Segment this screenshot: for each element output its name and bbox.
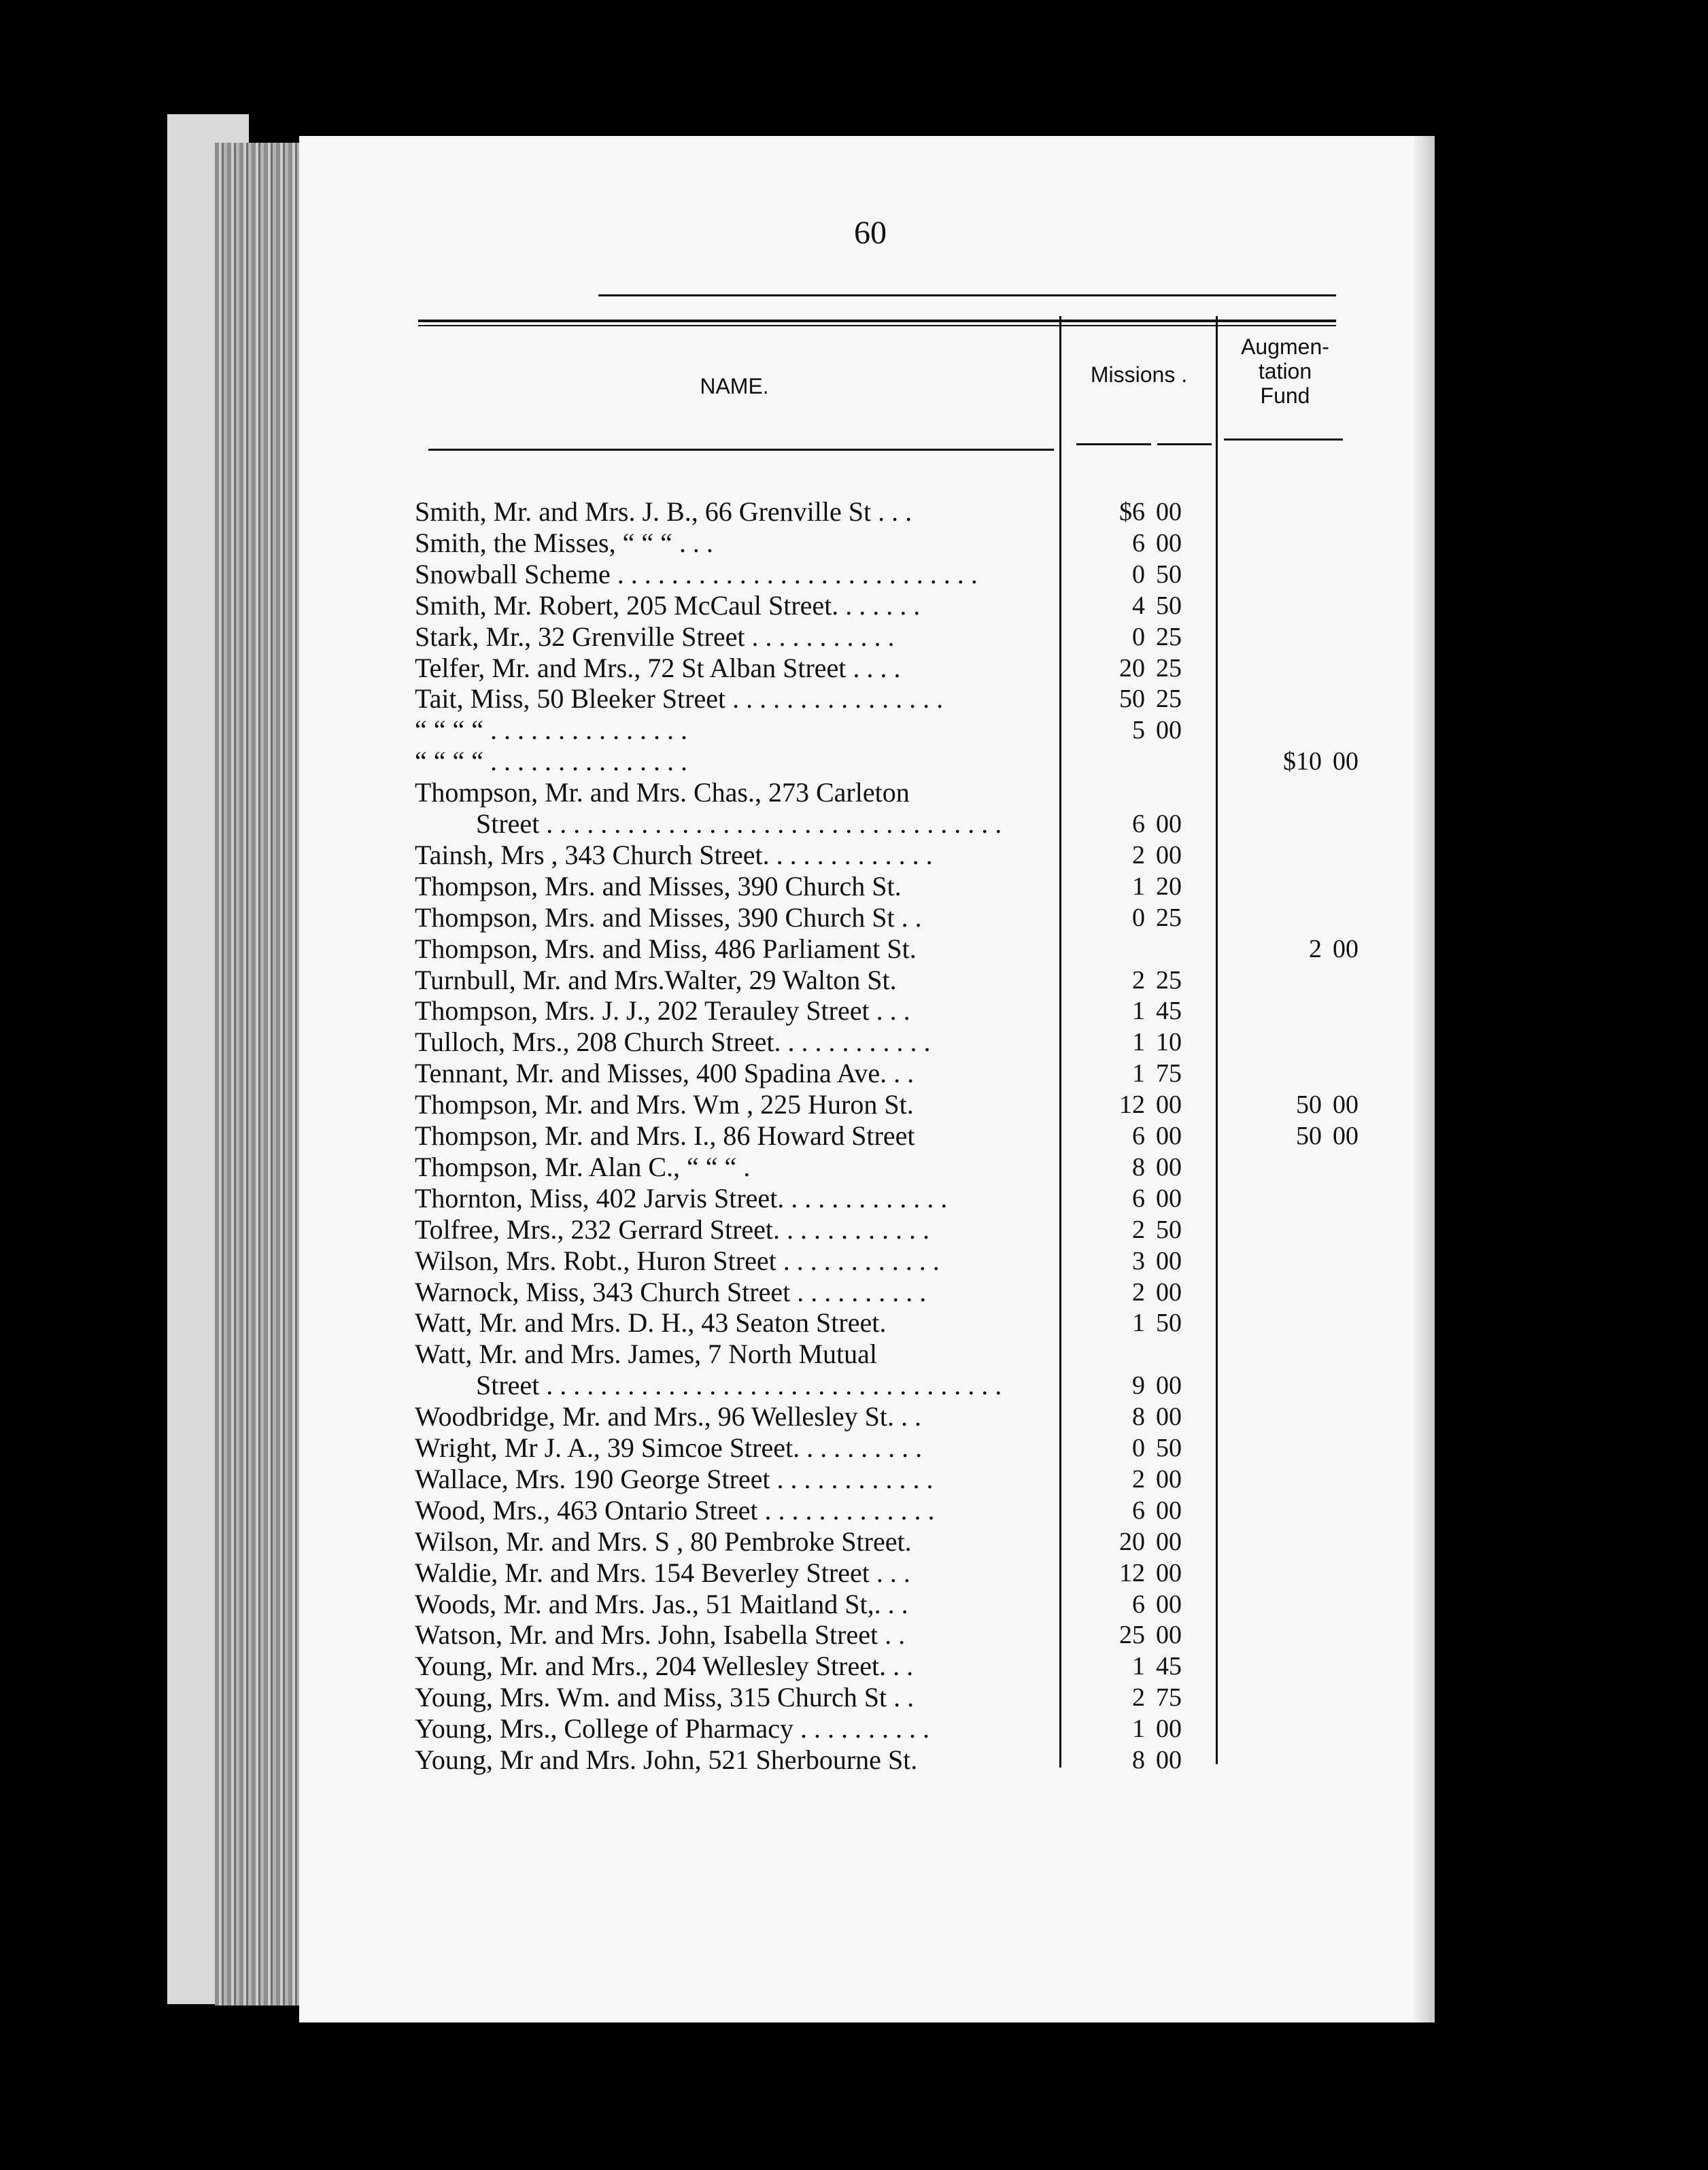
missions-amount-cents: 00 — [1156, 1090, 1182, 1119]
missions-amount — [1095, 1120, 1197, 1152]
missions-amount-cents: 50 — [1156, 591, 1182, 620]
missions-amount — [1095, 995, 1197, 1027]
entry-name: Watt, Mr. and Mrs. D. H., 43 Seaton Street. — [415, 1307, 887, 1338]
missions-amount-dollars: 5 — [1132, 716, 1145, 744]
missions-amount-cents: 50 — [1156, 1309, 1182, 1337]
missions-amount — [1095, 871, 1197, 902]
missions-amount-dollars: 1 — [1132, 1028, 1145, 1056]
missions-amount-dollars: 4 — [1132, 591, 1145, 620]
missions-amount-dollars: 12 — [1119, 1559, 1145, 1587]
missions-amount-dollars: 0 — [1132, 1434, 1145, 1462]
missions-amount-dollars: 2 — [1132, 1465, 1145, 1494]
missions-amount-cents: 00 — [1156, 1746, 1182, 1774]
entry-name: Thompson, Mr. Alan C., “ “ “ . — [415, 1152, 751, 1182]
page-stack-edge — [215, 143, 310, 2005]
missions-amount — [1095, 1277, 1197, 1308]
missions-amount-dollars: 0 — [1132, 623, 1145, 651]
missions-amount-cents: 00 — [1156, 498, 1182, 526]
missions-amount — [1095, 902, 1197, 933]
missions-amount-cents: 25 — [1156, 623, 1182, 651]
page-gutter-shade — [1414, 136, 1435, 2022]
missions-amount-cents: 00 — [1156, 1590, 1182, 1619]
missions-amount-dollars: 8 — [1132, 1153, 1145, 1182]
missions-amount-cents: 50 — [1156, 1216, 1182, 1244]
entry-name: Stark, Mr., 32 Grenville Street . . . . . . . . . . . — [415, 621, 895, 652]
missions-amount-dollars: 2 — [1132, 966, 1145, 995]
augmentation-amount-dollars: 50 — [1296, 1090, 1322, 1119]
augmentation-amount-cents: 00 — [1333, 1122, 1359, 1150]
missions-amount — [1095, 559, 1197, 590]
missions-amount-dollars: 1 — [1132, 997, 1145, 1025]
missions-amount — [1095, 590, 1197, 621]
entry-name: Smith, Mr. and Mrs. J. B., 66 Grenville St . . . — [415, 496, 912, 527]
missions-amount-dollars: 1 — [1132, 1309, 1145, 1337]
missions-amount-cents: 00 — [1156, 1247, 1182, 1275]
missions-amount-cents: 45 — [1156, 997, 1182, 1025]
missions-amount-dollars: 20 — [1119, 1528, 1145, 1556]
missions-amount-dollars: 1 — [1132, 1652, 1145, 1681]
entry-name: Thompson, Mr. and Mrs. I., 86 Howard Street — [415, 1120, 915, 1151]
header-augmentation-3: Fund — [1260, 383, 1310, 408]
missions-amount-dollars: 0 — [1132, 903, 1145, 932]
missions-amount-cents: 00 — [1156, 529, 1182, 557]
entry-name: Snowball Scheme . . . . . . . . . . . . . . . . . . . . . . . . . . . — [415, 559, 978, 589]
missions-amount-cents: 00 — [1156, 716, 1182, 744]
entry-name: Tainsh, Mrs , 343 Church Street. . . . . . . . . . . . . — [415, 840, 933, 870]
missions-amount — [1095, 1058, 1197, 1089]
missions-amount — [1095, 528, 1197, 559]
missions-amount-cents: 20 — [1156, 872, 1182, 901]
missions-amount-dollars: 2 — [1132, 1278, 1145, 1307]
missions-amount-cents: 10 — [1156, 1028, 1182, 1056]
entry-name: Watson, Mr. and Mrs. John, Isabella Street . . — [415, 1619, 906, 1650]
missions-amount — [1095, 1651, 1197, 1682]
entry-name: Turnbull, Mr. and Mrs.Walter, 29 Walton St. — [415, 965, 897, 995]
entry-name: Woods, Mr. and Mrs. Jas., 51 Maitland St,. . . — [415, 1589, 908, 1619]
augmentation-amount — [1217, 1120, 1373, 1152]
header-rule-name — [428, 449, 1054, 451]
entry-name: Street . . . . . . . . . . . . . . . . . . . . . . . . . . . . . . . . . . — [476, 1370, 1002, 1400]
missions-amount-dollars: 8 — [1132, 1746, 1145, 1774]
missions-amount — [1095, 653, 1197, 684]
header-rule-missions-a — [1076, 443, 1151, 445]
missions-amount-cents: 00 — [1156, 810, 1182, 838]
missions-amount-cents: 25 — [1156, 903, 1182, 932]
entry-name: Smith, the Misses, “ “ “ . . . — [415, 528, 713, 558]
augmentation-amount-dollars: $10 — [1283, 747, 1322, 776]
missions-amount — [1095, 808, 1197, 840]
entry-name: Smith, Mr. Robert, 205 McCaul Street. . . . . . . — [415, 590, 921, 621]
entry-name: Street . . . . . . . . . . . . . . . . . . . . . . . . . . . . . . . . . . — [476, 808, 1002, 839]
missions-amount-dollars: $6 — [1119, 498, 1145, 526]
missions-amount-dollars: 8 — [1132, 1402, 1145, 1431]
missions-amount — [1095, 714, 1197, 746]
entry-name: Wilson, Mr. and Mrs. S , 80 Pembroke Street. — [415, 1526, 912, 1557]
entry-name: Thompson, Mr. and Mrs. Wm , 225 Huron St. — [415, 1089, 914, 1120]
missions-amount-cents: 00 — [1156, 1122, 1182, 1150]
entry-name: Tennant, Mr. and Misses, 400 Spadina Ave. . . — [415, 1058, 915, 1088]
missions-amount-cents: 00 — [1156, 1496, 1182, 1525]
entry-name: Thompson, Mr. and Mrs. Chas., 273 Carleton — [415, 777, 910, 808]
missions-amount — [1095, 1744, 1197, 1776]
header-augmentation-2: tation — [1258, 359, 1312, 383]
entry-name: Telfer, Mr. and Mrs., 72 St Alban Street . . . . — [415, 653, 901, 683]
missions-amount-dollars: 0 — [1132, 560, 1145, 589]
augmentation-amount — [1217, 1089, 1373, 1120]
entry-name: Warnock, Miss, 343 Church Street . . . . . . . . . . — [415, 1277, 927, 1307]
missions-amount-cents: 00 — [1156, 1621, 1182, 1649]
missions-amount-cents: 25 — [1156, 685, 1182, 713]
header-augmentation-1: Augmen- — [1241, 334, 1329, 359]
entry-name: Thornton, Miss, 402 Jarvis Street. . . . . . . . . . . . . — [415, 1183, 948, 1213]
entry-name: Thompson, Mrs. J. J., 202 Terauley Street . . . — [415, 995, 910, 1026]
entry-name: Watt, Mr. and Mrs. James, 7 North Mutual — [415, 1339, 878, 1369]
missions-amount-dollars: 12 — [1119, 1090, 1145, 1119]
entry-name: Wright, Mr J. A., 39 Simcoe Street. . . . . . . . . . — [415, 1432, 923, 1463]
missions-amount-dollars: 6 — [1132, 529, 1145, 557]
missions-amount-cents: 50 — [1156, 1434, 1182, 1462]
augmentation-amount-dollars: 50 — [1296, 1122, 1322, 1150]
missions-amount — [1095, 1619, 1197, 1651]
missions-amount-cents: 00 — [1156, 1559, 1182, 1587]
missions-amount-cents: 75 — [1156, 1683, 1182, 1712]
missions-amount — [1095, 1152, 1197, 1183]
missions-amount — [1095, 1214, 1197, 1245]
missions-amount-dollars: 1 — [1132, 1059, 1145, 1088]
entry-name: “ “ “ “ . . . . . . . . . . . . . . . — [415, 714, 688, 745]
missions-amount — [1095, 1027, 1197, 1058]
augmentation-amount-dollars: 2 — [1309, 935, 1322, 963]
missions-amount — [1095, 1526, 1197, 1557]
missions-amount-dollars: 25 — [1119, 1621, 1145, 1649]
page-number: 60 — [854, 215, 887, 251]
missions-amount-dollars: 20 — [1119, 654, 1145, 683]
column-rule-missions-augmentation — [1216, 316, 1218, 1764]
augmentation-amount-cents: 00 — [1333, 1090, 1359, 1119]
missions-amount — [1095, 621, 1197, 653]
missions-amount — [1095, 1401, 1197, 1432]
missions-amount — [1095, 1557, 1197, 1589]
top-rule — [598, 294, 1336, 296]
entry-name: Thompson, Mrs. and Misses, 390 Church St . . — [415, 902, 922, 933]
missions-amount — [1095, 1682, 1197, 1713]
missions-amount-dollars: 6 — [1132, 810, 1145, 838]
missions-amount-cents: 00 — [1156, 1153, 1182, 1182]
missions-amount — [1095, 1370, 1197, 1401]
missions-amount-dollars: 1 — [1132, 1715, 1145, 1743]
augmentation-amount — [1217, 746, 1373, 777]
missions-amount-cents: 75 — [1156, 1059, 1182, 1088]
missions-amount-dollars: 6 — [1132, 1184, 1145, 1213]
header-rule-missions-b — [1157, 443, 1212, 445]
missions-amount-dollars: 6 — [1132, 1496, 1145, 1525]
missions-amount-dollars: 50 — [1119, 685, 1145, 713]
missions-amount-cents: 00 — [1156, 1465, 1182, 1494]
augmentation-amount-cents: 00 — [1333, 747, 1359, 776]
missions-amount — [1095, 1589, 1197, 1620]
entry-name: Thompson, Mrs. and Misses, 390 Church St. — [415, 871, 902, 901]
missions-amount-cents: 25 — [1156, 966, 1182, 995]
entry-name: Wallace, Mrs. 190 George Street . . . . . . . . . . . . — [415, 1464, 934, 1494]
missions-amount-dollars: 2 — [1132, 841, 1145, 869]
entry-name: Young, Mrs. Wm. and Miss, 315 Church St . . — [415, 1682, 915, 1712]
missions-amount — [1095, 1495, 1197, 1526]
entry-name: Wood, Mrs., 463 Ontario Street . . . . . . . . . . . . . — [415, 1495, 935, 1526]
missions-amount-cents: 00 — [1156, 1715, 1182, 1743]
header-missions: Missions . — [1090, 362, 1188, 387]
missions-amount — [1095, 1464, 1197, 1495]
top-rule-thin — [418, 325, 1336, 326]
missions-amount-dollars: 6 — [1132, 1590, 1145, 1619]
missions-amount — [1095, 496, 1197, 528]
missions-amount-cents: 00 — [1156, 841, 1182, 869]
missions-amount — [1095, 1089, 1197, 1120]
entry-name: Woodbridge, Mr. and Mrs., 96 Wellesley St. . . — [415, 1401, 921, 1432]
missions-amount-dollars: 6 — [1132, 1122, 1145, 1150]
missions-amount — [1095, 840, 1197, 871]
missions-amount-dollars: 1 — [1132, 872, 1145, 901]
entry-name: Young, Mrs., College of Pharmacy . . . . . . . . . . — [415, 1713, 930, 1744]
missions-amount — [1095, 1245, 1197, 1277]
missions-amount-cents: 25 — [1156, 654, 1182, 683]
entry-name: Waldie, Mr. and Mrs. 154 Beverley Street . . . — [415, 1557, 910, 1588]
missions-amount-cents: 50 — [1156, 560, 1182, 589]
entry-name: Wilson, Mrs. Robt., Huron Street . . . . . . . . . . . . — [415, 1245, 940, 1276]
entry-name: Tulloch, Mrs., 208 Church Street. . . . . . . . . . . . — [415, 1027, 931, 1057]
missions-amount-dollars: 2 — [1132, 1683, 1145, 1712]
missions-amount — [1095, 965, 1197, 996]
missions-amount-dollars: 3 — [1132, 1247, 1145, 1275]
missions-amount-dollars: 9 — [1132, 1371, 1145, 1400]
missions-amount — [1095, 1307, 1197, 1339]
entry-name: Tait, Miss, 50 Bleeker Street . . . . . . . . . . . . . . . . — [415, 683, 944, 714]
missions-amount — [1095, 1432, 1197, 1464]
missions-amount-cents: 00 — [1156, 1371, 1182, 1400]
augmentation-amount — [1217, 933, 1373, 965]
entry-name: Young, Mr. and Mrs., 204 Wellesley Street. . . — [415, 1651, 914, 1681]
missions-amount-cents: 00 — [1156, 1528, 1182, 1556]
missions-amount-cents: 00 — [1156, 1278, 1182, 1307]
missions-amount — [1095, 1183, 1197, 1214]
missions-amount-dollars: 2 — [1132, 1216, 1145, 1244]
header-rule-augmentation — [1224, 438, 1343, 441]
entry-name: “ “ “ “ . . . . . . . . . . . . . . . — [415, 746, 688, 776]
missions-amount — [1095, 1713, 1197, 1744]
missions-amount — [1095, 683, 1197, 714]
augmentation-amount-cents: 00 — [1333, 935, 1359, 963]
missions-amount-cents: 00 — [1156, 1184, 1182, 1213]
entry-name: Thompson, Mrs. and Miss, 486 Parliament St. — [415, 933, 917, 964]
entry-name: Tolfree, Mrs., 232 Gerrard Street. . . . . . . . . . . . — [415, 1214, 930, 1245]
header-name: NAME. — [700, 374, 769, 398]
top-rule-double — [418, 320, 1336, 322]
missions-amount-cents: 00 — [1156, 1402, 1182, 1431]
entry-name: Young, Mr and Mrs. John, 521 Sherbourne St. — [415, 1744, 918, 1775]
missions-amount-cents: 45 — [1156, 1652, 1182, 1681]
